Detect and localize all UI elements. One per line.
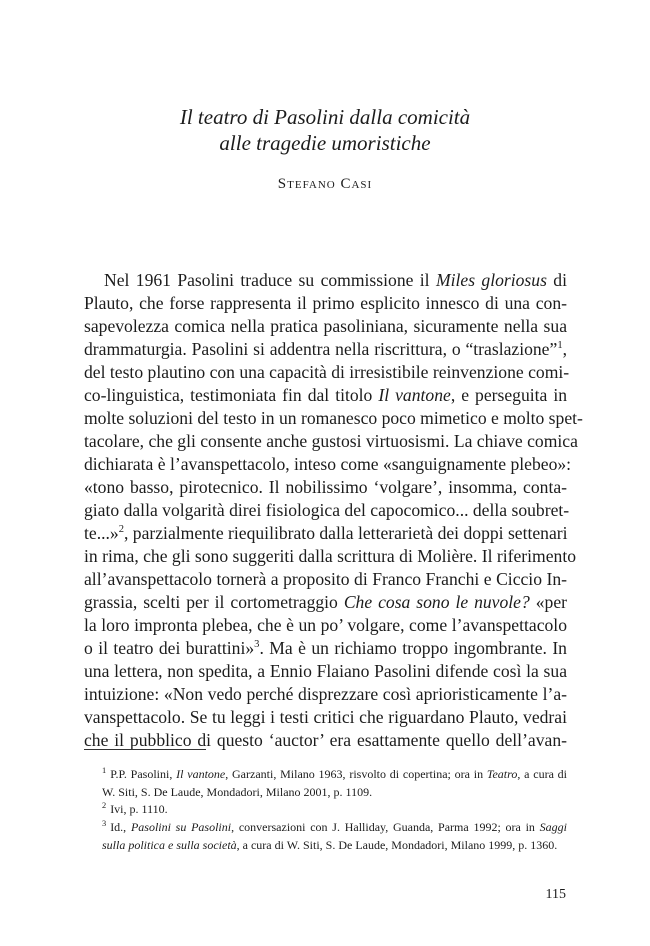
text-run: te...» [84, 523, 119, 543]
body-line [84, 660, 567, 682]
italic-text: Che cosa sono le nuvole? [343, 592, 530, 612]
footnote [84, 818, 567, 854]
body-line [84, 430, 578, 452]
text-run: P.P. Pasolini, [110, 767, 177, 781]
text-run: all’avanspettacolo tornerà a proposito di Franco Franchi e Ciccio In- [84, 569, 567, 589]
body-line [84, 683, 567, 705]
body-line [84, 453, 572, 475]
text-run: co-linguistica, testimoniata fin dal titolo [84, 385, 379, 405]
text-run: tacolare, che gli consente anche gustosi virtuosismi. La chiave comica [84, 431, 578, 451]
text-run: , Garzanti, Milano 1963, risvolto di copertina; ora in [225, 767, 487, 781]
italic-text: Il vantone [176, 767, 226, 781]
text-run: la loro impronta plebea, che è un po’ volgare, come l’avanspettacolo [84, 615, 567, 635]
body-line [84, 522, 567, 544]
text-run: dichiarata è l’avanspettacolo, inteso come «sanguignamente plebeo»: [84, 454, 572, 474]
text-run: . Ma è un richiamo troppo ingombrante. In [259, 638, 567, 658]
italic-text: Saggi sulla politica e sulla società [102, 820, 568, 852]
body-line [84, 568, 567, 590]
body-line [84, 315, 567, 337]
italic-text: Il vantone [378, 385, 451, 405]
text-run: , a cura di W. Siti, S. De Laude, Mondadori, Milano 2001, p. 1109. [102, 767, 568, 799]
text-run: drammaturgia. Pasolini si addentra nella riscrittura, o “traslazione” [84, 339, 558, 359]
text-run: , [562, 339, 567, 359]
text-run: , parzialmente riequilibrato dalla letterarietà dei doppi settenari [123, 523, 568, 543]
italic-text: Pasolini su Pasolini [130, 820, 232, 834]
footnote-reference: 2 [118, 524, 124, 536]
text-run: , e perseguita in [450, 385, 568, 405]
text-run: che il pubblico di questo ‘auctor’ era esattamente quello dell’avan- [84, 730, 567, 750]
author-name: Stefano Casi [277, 176, 373, 192]
body-line [84, 614, 567, 636]
text-run: molte soluzioni del testo in un romanesco poco mimetico e molto spet- [84, 408, 583, 428]
italic-text: Miles gloriosus [435, 270, 547, 290]
text-run: «tono basso, pirotecnico. Il nobilissimo ‘volgare’, insomma, conta- [84, 477, 567, 497]
footnote-reference: 3 [254, 639, 260, 651]
italic-text: Teatro [486, 767, 518, 781]
chapter-title-line-1: Il teatro di Pasolini dalla comicità [179, 105, 471, 129]
text-run: in rima, che gli sono suggeriti dalla scrittura di Molière. Il riferimento [84, 546, 576, 566]
footnote-number: 2 [102, 801, 107, 810]
body-line [84, 361, 570, 383]
text-run: grassia, scelti per il cortometraggio [84, 592, 344, 612]
body-line [84, 729, 567, 751]
body-line [84, 499, 570, 521]
footnote-separator [84, 749, 206, 750]
footnote-text [84, 818, 567, 854]
text-run: «per [529, 592, 567, 612]
text-run: una lettera, non spedita, a Ennio Flaiano Pasolini difende così la sua [84, 661, 567, 681]
text-run: , a cura di W. Siti, S. De Laude, Mondadori, Milano 1999, p. 1360. [236, 838, 558, 852]
text-run: , conversazioni con J. Halliday, Guanda, Parma 1992; ora in [231, 820, 540, 834]
footnote-text [84, 765, 567, 801]
text-run: Id., [110, 820, 131, 834]
footnote-reference: 1 [557, 340, 563, 352]
body-line [84, 591, 567, 613]
footnote-number: 3 [102, 819, 107, 828]
footnote-number: 1 [102, 766, 107, 775]
text-run: di [546, 270, 567, 290]
page-number: 115 [545, 887, 566, 902]
footnote-text [84, 800, 567, 818]
footnote [84, 765, 567, 801]
chapter-title-line-2: alle tragedie umoristiche [219, 131, 431, 155]
footnote [84, 800, 567, 818]
text-run: Ivi, p. 1110. [110, 802, 168, 816]
text-run: del testo plautino con una capacità di irresistibile reinvenzione comi- [84, 362, 570, 382]
text-run: intuizione: «Non vedo perché disprezzare così aprioristicamente l’a- [84, 684, 567, 704]
body-line [84, 545, 576, 567]
text-run: giato dalla volgarità direi fisiologica del capocomico... della soubret- [84, 500, 570, 520]
body-line [104, 269, 567, 291]
body-line [84, 407, 583, 429]
body-line [84, 384, 567, 406]
text-run: o il teatro dei burattini» [84, 638, 255, 658]
body-line [84, 338, 567, 360]
text-run: Plauto, che forse rappresenta il primo esplicito innesco di una con- [84, 293, 567, 313]
body-line [84, 637, 567, 659]
text-run: vanspettacolo. Se tu leggi i testi critici che riguardano Plauto, vedrai [84, 707, 567, 727]
body-line [84, 706, 567, 728]
body-line [84, 292, 567, 314]
text-run: sapevolezza comica nella pratica pasoliniana, sicuramente nella sua [84, 316, 567, 336]
text-run: Nel 1961 Pasolini traduce su commissione il [104, 270, 436, 290]
body-line [84, 476, 567, 498]
